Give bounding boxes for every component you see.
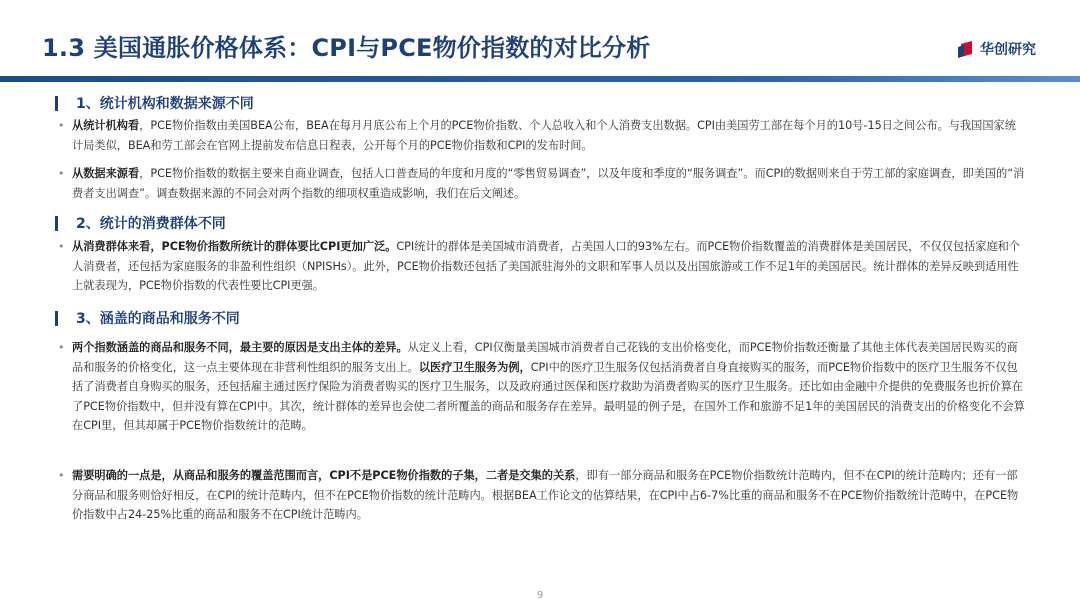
paragraph-data-source bbox=[72, 164, 1027, 203]
section-heading-2 bbox=[55, 213, 226, 233]
paragraph-lead: 从数据来源看 bbox=[72, 167, 140, 180]
paragraph-goods-services-coverage bbox=[72, 338, 1027, 436]
paragraph-body: CPI统计的群体是美国城市消费者，占美国人口的93%左右。而PCE物价指数覆盖的消费群体是美国居民，不仅仅包括家庭和个人消费者，还包括为家庭服务的非盈利性组织（NPISHs）。此外，PCE物价指数还包括了美国派驻海外的文职和军事人员以及出国旅游或工作不足1年的美国居民。统计群体的差异反映到适用性上就表现为，PCE物价指数的代表性要比CPI更强。 bbox=[72, 240, 1021, 292]
paragraph-consumer-group bbox=[72, 237, 1027, 296]
paragraph-intersection-relation bbox=[72, 466, 1027, 525]
paragraph-body: 从定义上看，CPI仅衡量美国城市消费者自己花钱的支出价格变化，而PCE物价指数还衡量了其他主体代表美国居民购买的商品和服务的价格变化，这一点主要体现在非营利性组织的服务支出上。 bbox=[72, 341, 1018, 374]
section-heading-3 bbox=[55, 308, 240, 328]
paragraph-lead: 需要明确的一点是，从商品和服务的覆盖范围而言，CPI不是PCE物价指数的子集，二者是交集的关系 bbox=[72, 469, 576, 482]
brand-logo bbox=[958, 38, 1036, 60]
bullet-icon: • bbox=[58, 240, 65, 253]
paragraph-body: ，PCE物价指数的数据主要来自商业调查，包括人口普查局的年度和月度的“零售贸易调查”，以及年度和季度的“服务调查”。而CPI的数据则来自于劳工部的家庭调查，即美国的“消费者支出调查”。调查数据来源的不同会对两个指数的细项权重造成影响，我们在后文阐述。 bbox=[72, 167, 1025, 200]
bullet-icon: • bbox=[58, 167, 65, 180]
section-marker bbox=[55, 96, 58, 111]
section-heading-1 bbox=[55, 93, 254, 113]
paragraph-body-continued: CPI中的医疗卫生服务仅包括消费者自身直接购买的服务，而PCE物价指数中的医疗卫生服务不仅包括了消费者自身购买的服务，还包括雇主通过医疗保险为消费者购买的医疗卫生服务，以及政府通过医保和医疗救助为消费者购买的医疗卫生服务。还比如由金融中介提供的免费服务也折价算在了PCE物价指数中，但并没有算在CPI中。其次，统计群体的差异也会使二者所覆盖的商品和服务存在差异。最明显的例子是，在国外工作和旅游不足1年的美国居民的消费支出的价格变化不会算在CPI里，但其却属于PCE物价指数统计的范畴。 bbox=[72, 360, 1025, 432]
huachuang-logo-icon bbox=[958, 40, 974, 58]
paragraph-statistics-agency bbox=[72, 116, 1027, 155]
bullet-icon: • bbox=[58, 119, 65, 132]
paragraph-body: ，PCE物价指数由美国BEA公布，BEA在每月月底公布上个月的PCE物价指数、个人总收入和个人消费支出数据。CPI由美国劳工部在每个月的10号-15日之间公布。与我国国家统计局类似，BEA和劳工部会在官网上提前发布信息日程表，公开每个月的PCE物价指数和CPI的发布时间。 bbox=[72, 119, 1016, 152]
paragraph-lead: 两个指数涵盖的商品和服务不同，最主要的原因是支出主体的差异。 bbox=[72, 341, 408, 354]
logo-text: 华创研究 bbox=[980, 42, 1036, 58]
section-heading-text: 3、涵盖的商品和服务不同 bbox=[76, 311, 240, 327]
section-heading-text: 1、统计机构和数据来源不同 bbox=[76, 96, 254, 112]
page-number: 9 bbox=[536, 590, 544, 601]
bullet-icon: • bbox=[58, 341, 65, 354]
section-heading-text: 2、统计的消费群体不同 bbox=[76, 216, 226, 232]
paragraph-body: ，即有一部分商品和服务在PCE物价指数统计范畴内，但不在CPI的统计范畴内；还有一部分商品和服务则恰好相反，在CPI的统计范畴内，但不在PCE物价指数的统计范畴内。根据BEA工作论文的估算结果，在CPI中占6-7%比重的商品和服务不在PCE物价指数统计范畴中，在PCE物价指数中占24-25%比重的商品和服务不在CPI统计范畴内。 bbox=[72, 469, 1019, 521]
paragraph-lead: 从统计机构看 bbox=[72, 119, 140, 132]
paragraph-lead: 从消费群体来看，PCE物价指数所统计的群体要比CPI更加广泛。 bbox=[72, 240, 397, 253]
paragraph-emphasis: 以医疗卫生服务为例， bbox=[418, 360, 531, 374]
bullet-icon: • bbox=[58, 469, 65, 482]
section-marker bbox=[55, 311, 58, 326]
header-divider bbox=[0, 76, 1080, 82]
section-marker bbox=[55, 216, 58, 231]
page-title: 1.3 美国通胀价格体系：CPI与PCE物价指数的对比分析 bbox=[42, 34, 651, 62]
